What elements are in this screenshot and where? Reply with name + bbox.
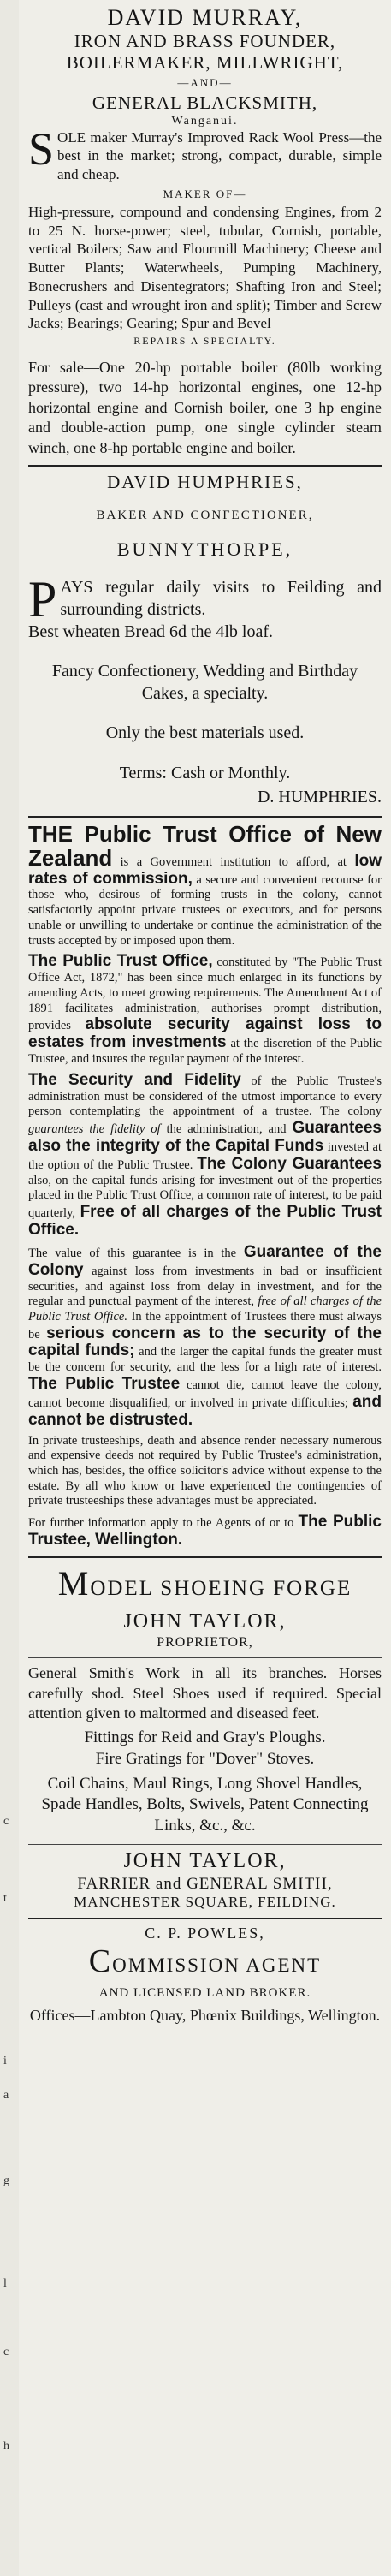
powles-dropcap: C [88, 1942, 113, 1979]
murray-sale: For sale—One 20-hp portable boiler (80lb working pressure), two 14-hp horizontal engines, one 12-hp horizontal engine and Cornish boiler, one 3 hp engine and double-action pump, one single cylinder steam winch, one 8-hp portable engine and boiler. [28, 359, 382, 456]
page-gutter [0, 0, 19, 2576]
murray-maker-of: MAKER OF— [163, 187, 247, 200]
divider [28, 1556, 382, 1558]
gutter-letter: i [3, 2055, 7, 2067]
trust-paragraph-1: THE Public Trust Office of New Zealand is a Government institution to afford, at low rates of commission, a secure and convenient recourse for those who, desirous of forming trusts in the colony, cannot satisfactorily appoint private trustees or executors, and for persons unable or unwilling to undertake or continue the administration of the trusts accepted by or imposed upon them. [28, 821, 382, 948]
murray-products: High-pressure, compound and condensing Engines, from 2 to 25 N. horse-power; steel, tubular, Cornish, portable, vertical Boilers; Saw and Flourmill Machinery; Cheese and Butter Plants; Waterwheels, Pumping Machinery, Bonecrushers and Disentegrators; Shafting Iron and Steel; Pulleys (cast and wrought iron and split); Timber and Screw Jacks; Bearings; Gearing; Spur and Bevel [28, 203, 382, 332]
trust-paragraph-2: The Public Trust Office, constituted by "The Public Trust Office Act, 1872," has been since much enlarged in its functions by amending Acts, to meet growing requirements. The Amendment Act of 1891 facilitates administration, authorises prompt distribution, provides absolute security against loss to estates from investments at the discretion of the Public Trustee, and insures the regular payment of the interest. [28, 952, 382, 1066]
murray-name: DAVID MURRAY, [107, 5, 303, 30]
humphries-name: DAVID HUMPHRIES, [107, 472, 303, 493]
taylor-fittings: Fittings for Reid and Gray's Ploughs. [84, 1728, 326, 1747]
taylor-name-2: JOHN TAYLOR, [123, 1849, 287, 1872]
murray-repairs: REPAIRS A SPECIALTY. [133, 335, 276, 348]
divider [28, 1918, 382, 1919]
taylor-dropcap: M [57, 1563, 91, 1603]
taylor-coil-chains: Coil Chains, Maul Rings, Long Shovel Handles, Spade Handles, Bolts, Swivels, Patent Connecting Links, &c., &c. [41, 1774, 369, 1835]
trust-paragraph-6: For further information apply to the Agents of or to The Public Trustee, Wellington. [28, 1513, 382, 1550]
murray-trade-2: BOILERMAKER, MILLWRIGHT, [66, 52, 344, 74]
taylor-farrier: FARRIER and GENERAL SMITH, [77, 1874, 333, 1893]
taylor-heading: MODEL SHOEING FORGE [57, 1563, 352, 1603]
public-trust-advertisement [28, 823, 382, 1550]
humphries-dropcap: P [28, 571, 57, 628]
gutter-letter: c [3, 1815, 9, 1828]
humphries-bread: Best wheaten Bread 6d the 4lb loaf. [28, 622, 274, 642]
humphries-signature: D. HUMPHRIES. [257, 788, 382, 807]
powles-licence: AND LICENSED LAND BROKER. [98, 1986, 311, 2001]
taylor-advertisement [28, 1563, 382, 1911]
divider [28, 465, 382, 467]
humphries-role: BAKER AND CONFECTIONER, [96, 509, 314, 523]
gutter-letter: g [3, 2174, 9, 2187]
powles-advertisement [28, 1925, 382, 2026]
gutter-letter: l [3, 2277, 7, 2290]
taylor-work: General Smith's Work in all its branches. Horses carefully shod. Steel Shoes used if required. Special attention given to maltormed and diseased feet. [28, 1663, 382, 1722]
powles-offices: Offices—Lambton Quay, Phœnix Buildings, Wellington. [29, 2007, 381, 2025]
humphries-visits: PAYS regular daily visits to Feilding and surrounding districts. [28, 571, 382, 628]
trust-paragraph-4: The value of this guarantee is in the Guarantee of the Colony against loss from investments in bad or insufficient securities, and against loss from delay in investment, and for the regular and punctual payment of the interest, free of all charges of the Public Trust Office. In the appointment of Trustees there must always be serious concern as to the security of the capital funds; and the larger the capital funds the greater must be the concern for security, and the less for a high rate of interest. The Public Trustee cannot die, cannot leave the colony, cannot become disqualified, or involved in private difficulties; and cannot be distrusted. [28, 1242, 382, 1429]
murray-advertisement [28, 5, 382, 458]
taylor-address: MANCHESTER SQUARE, FEILDING. [74, 1893, 336, 1910]
humphries-advertisement [28, 472, 382, 809]
murray-trade-3: GENERAL BLACKSMITH, [92, 92, 318, 114]
powles-name: C. P. POWLES, [145, 1924, 265, 1942]
taylor-gratings: Fire Gratings for "Dover" Stoves. [95, 1749, 315, 1768]
murray-trade-1: IRON AND BRASS FOUNDER, [74, 31, 336, 51]
humphries-fancy: Fancy Confectionery, Wedding and Birthday Cakes, a specialty. [51, 662, 358, 704]
humphries-terms: Terms: Cash or Monthly. [119, 764, 291, 783]
divider [28, 816, 382, 818]
taylor-name: JOHN TAYLOR, [123, 1609, 287, 1633]
murray-and: —AND— [177, 76, 233, 90]
newspaper-column [21, 0, 387, 2576]
gutter-letter: h [3, 2440, 9, 2453]
murray-town: Wanganui. [171, 114, 239, 128]
humphries-materials: Only the best materials used. [105, 723, 305, 743]
humphries-town: BUNNYTHORPE, [116, 538, 293, 561]
trust-paragraph-3: The Security and Fidelity of the Public Trustee's administration must be considered of the utmost importance to every person contemplating the appointment of a trustee. The colony guarantees the fidelity of the administration, and Guarantees also the integrity of the Capital Funds invested at the option of the Public Trustee. The Colony Guarantees also, on the capital funds arising for investment out of the properties placed in the Public Trust Office, a common rate of interest, to be paid quarterly, Free of all charges of the Public Trust Office. [28, 1070, 382, 1239]
divider [28, 1844, 382, 1845]
powles-role: COMMISSION AGENT [88, 1942, 322, 1979]
divider [28, 1657, 382, 1658]
trust-paragraph-5: In private trusteeships, death and absence render necessary numerous and expensive deeds not required by Public Trustee's administration, which has, besides, the office solicitor's advice without expense to the estate. By all who know or have experienced the contingencies of private trusteeships these advantages must be appreciated. [28, 1433, 382, 1508]
gutter-letter: a [3, 2089, 9, 2102]
murray-dropcap: S [28, 122, 55, 175]
gutter-letter: t [3, 1892, 7, 1905]
murray-intro: SOLE maker Murray's Improved Rack Wool Press—the best in the market; strong, compact, durable, simple and cheap. [28, 122, 382, 183]
taylor-proprietor: PROPRIETOR, [157, 1634, 253, 1650]
gutter-letter: c [3, 2346, 9, 2359]
